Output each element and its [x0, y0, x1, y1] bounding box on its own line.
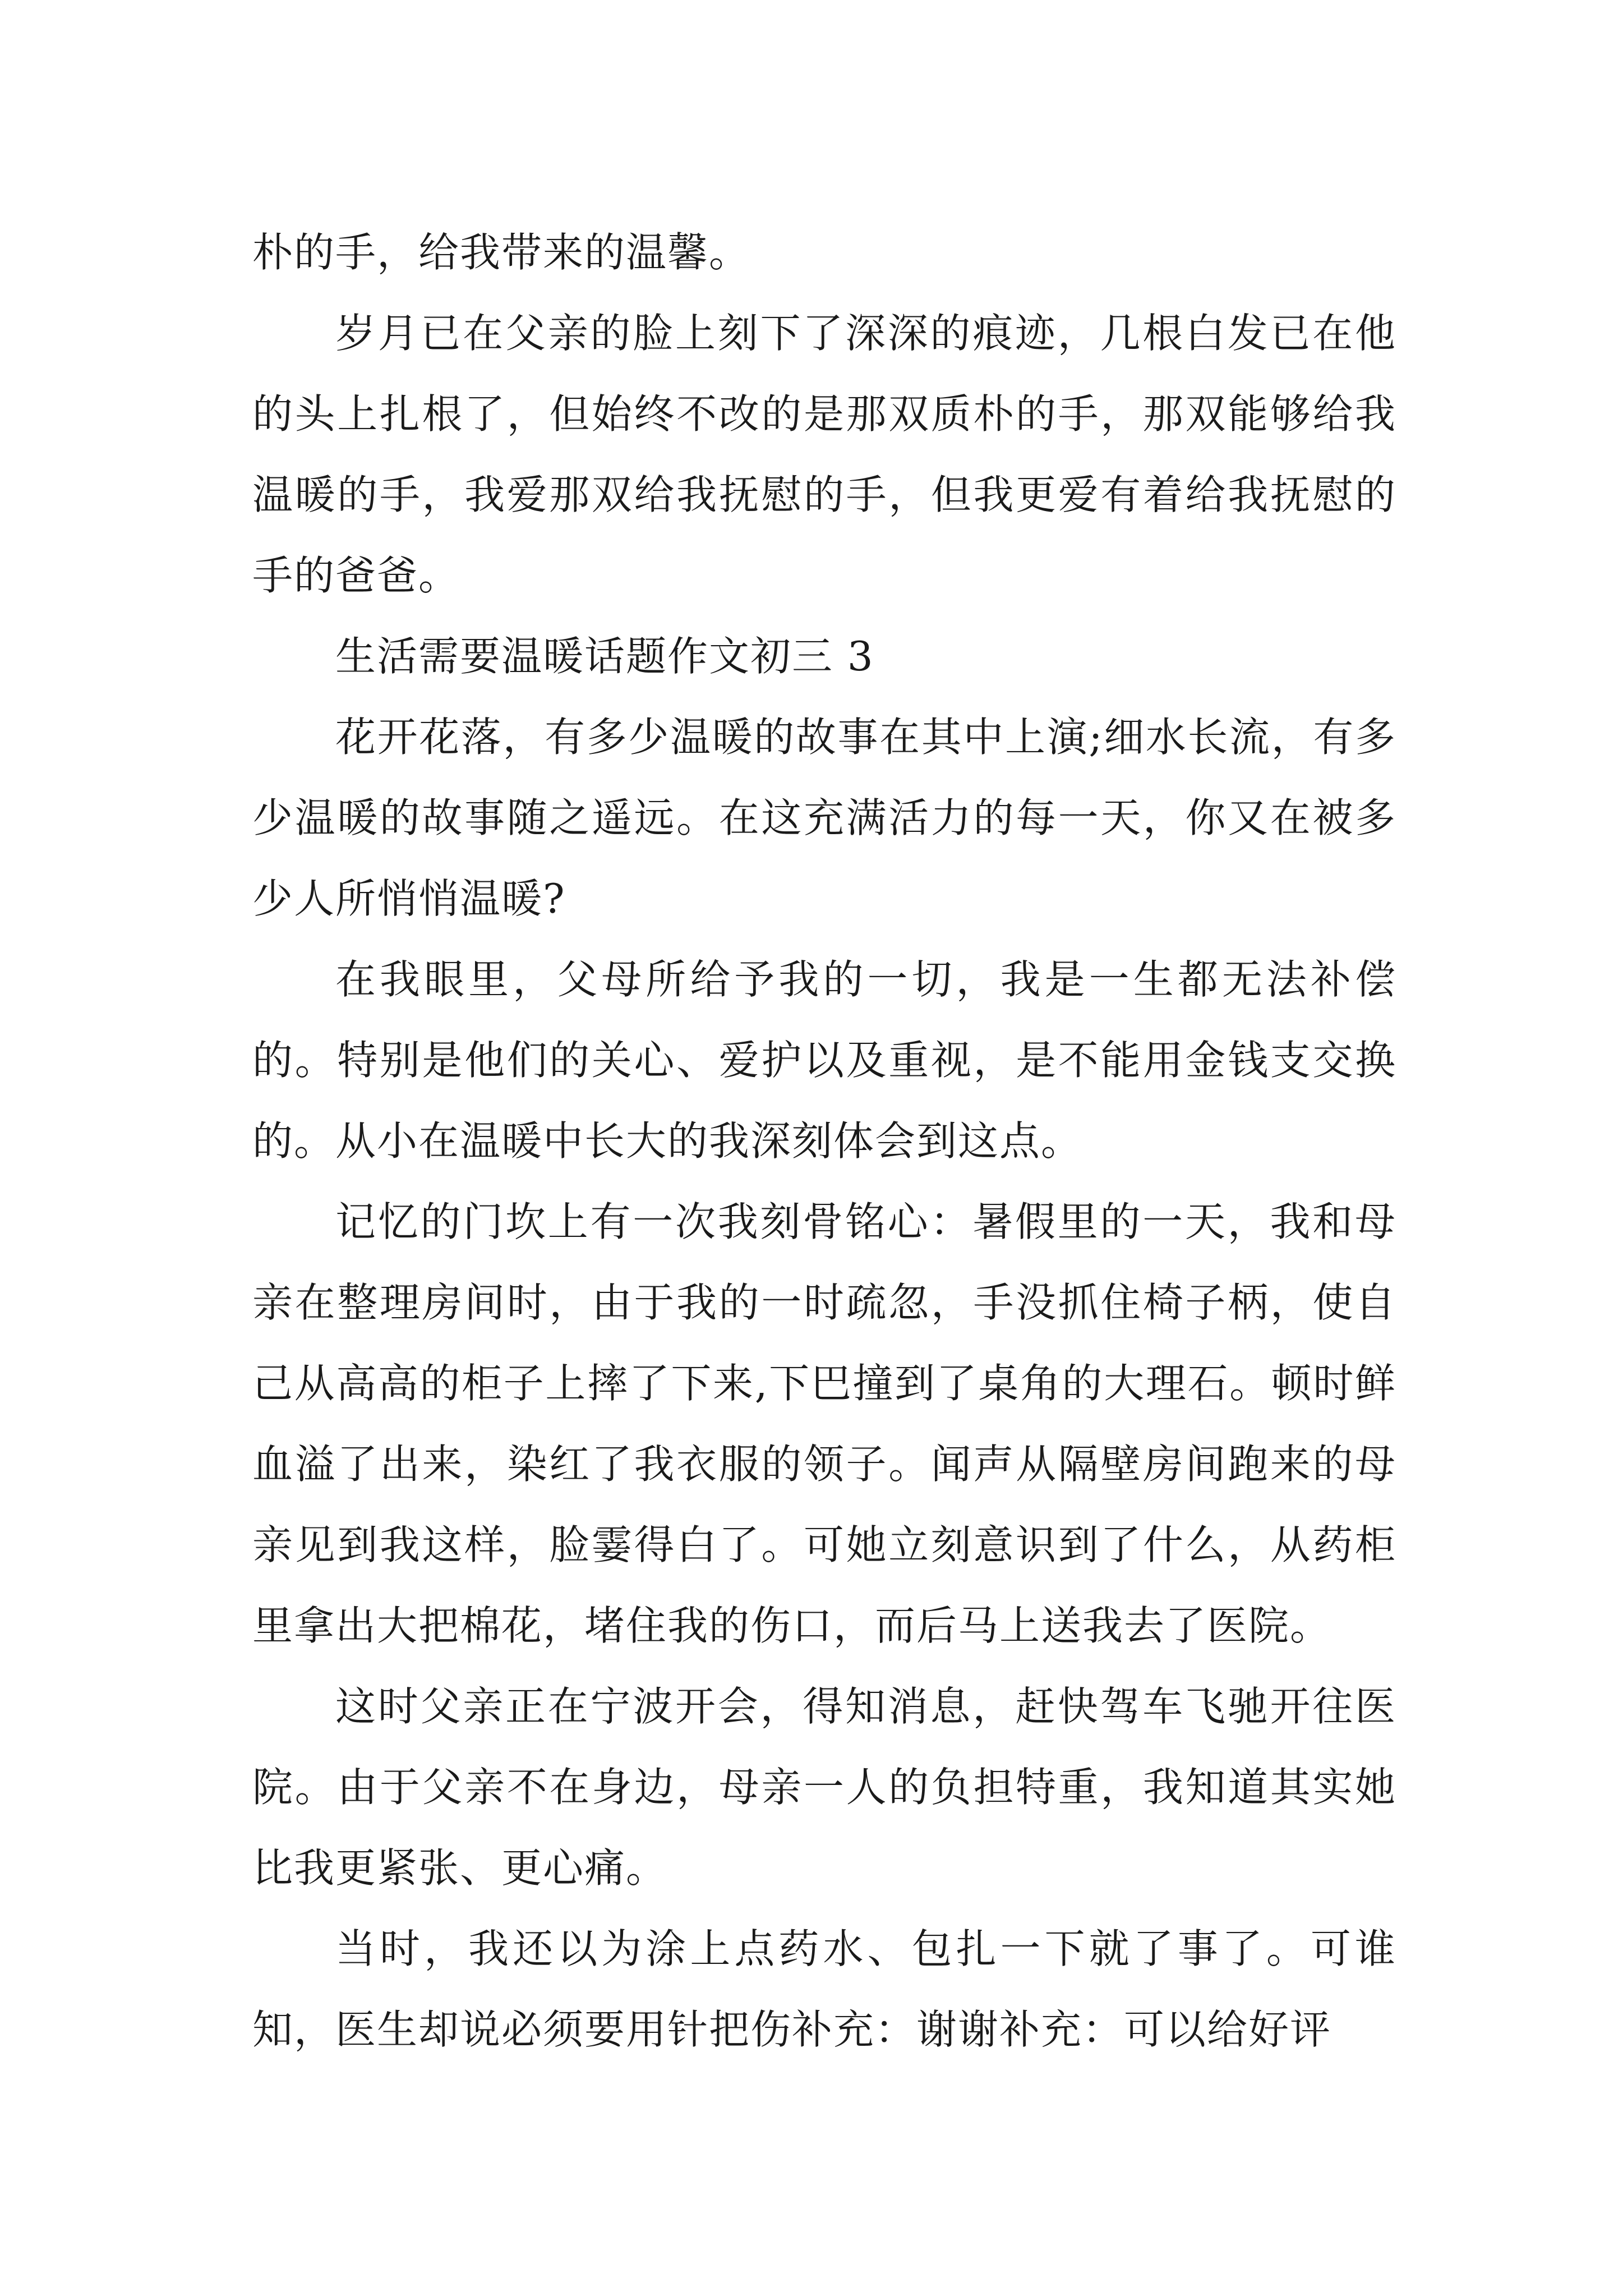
document-body — [252, 212, 1396, 2070]
paragraph-6: 这时父亲正在宁波开会，得知消息，赶快驾车飞驰开往医院。由于父亲不在身边，母亲一人的负担特重，我知道其实她比我更紧张、更心痛。 — [252, 1683, 1396, 1892]
paragraph-2: 岁月已在父亲的脸上刻下了深深的痕迹，几根白发已在他的头上扎根了，但始终不改的是那双质朴的手，那双能够给我温暖的手，我爱那双给我抚慰的手，但我更爱有着给我抚慰的手的爸爸。 — [252, 310, 1396, 599]
paragraph-7: 当时，我还以为涂上点药水、包扎一下就了事了。可谁知，医生却说必须要用针把伤补充：谢谢补充：可以给好评 — [252, 1925, 1396, 2053]
paragraph-3: 花开花落，有多少温暖的故事在其中上演;细水长流，有多少温暖的故事随之遥远。在这充满活力的每一天，你又在被多少人所悄悄温暖? — [252, 714, 1396, 922]
paragraph-1: 朴的手，给我带来的温馨。 — [252, 229, 751, 276]
section-heading: 生活需要温暖话题作文初三 3 — [335, 633, 874, 680]
paragraph-4: 在我眼里，父母所给予我的一切，我是一生都无法补偿的。特别是他们的关心、爱护以及重视，是不能用金钱支交换的。从小在温暖中长大的我深刻体会到这点。 — [252, 956, 1396, 1165]
paragraph-5: 记忆的门坎上有一次我刻骨铭心：暑假里的一天，我和母亲在整理房间时，由于我的一时疏忽，手没抓住椅子柄，使自己从高高的柜子上摔了下来,下巴撞到了桌角的大理石。顿时鲜血溢了出来，染红了我衣服的领子。闻声从隔壁房间跑来的母亲见到我这样，脸霎得白了。可她立刻意识到了什么，从药柜里拿出大把棉花，堵住我的伤口，而后马上送我去了医院。 — [252, 1198, 1396, 1649]
